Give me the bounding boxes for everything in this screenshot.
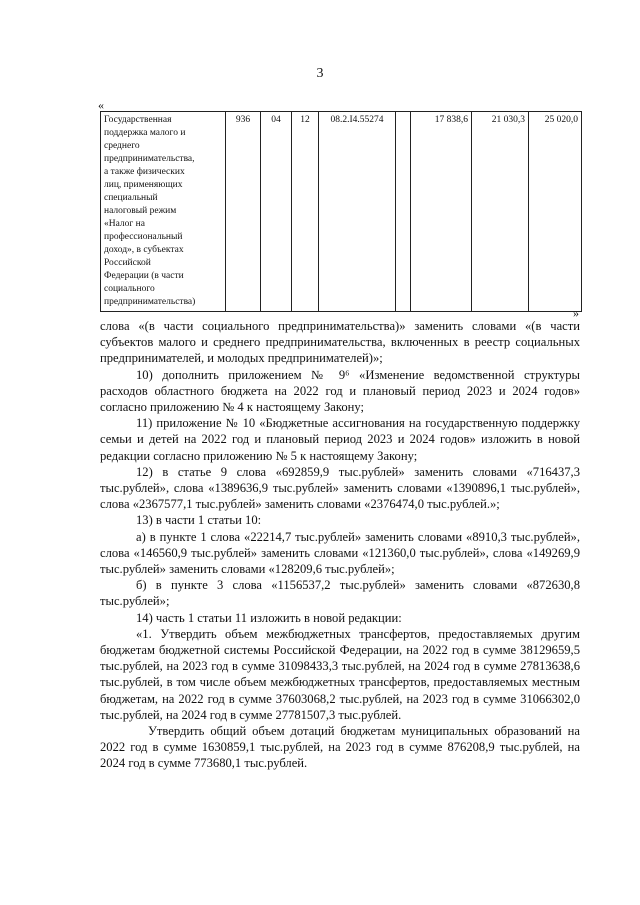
amount-2023-cell: 21 030,3 bbox=[472, 112, 529, 312]
budget-table bbox=[100, 111, 582, 312]
name-line: предпринимательства) bbox=[104, 297, 196, 307]
ministry-code-cell: 936 bbox=[226, 112, 261, 312]
name-line: а также физических bbox=[104, 167, 185, 177]
name-line: среднего bbox=[104, 141, 140, 151]
section-code-cell: 04 bbox=[261, 112, 292, 312]
paragraph: а) в пункте 1 слова «22214,7 тыс.рублей» заменить словами «8910,3 тыс.рублей», слова «146560,9 тыс.рублей» заменить словами «121360,0 тыс.рублей», слова «149269,9 тыс.рублей» заменить словами «128209,6 тыс.рублей»; bbox=[100, 529, 580, 577]
name-line: лиц, применяющих bbox=[104, 180, 183, 190]
name-line: налоговый режим bbox=[104, 206, 177, 216]
name-line: специальный bbox=[104, 193, 158, 203]
paragraph: Утвердить общий объем дотаций бюджетам муниципальных образований на 2022 год в сумме 1630859,1 тыс.рублей, на 2023 год в сумме 876208,9 тыс.рублей, на 2024 год в сумме 773680,1 тыс.рублей. bbox=[100, 724, 580, 771]
name-line: Государственная bbox=[104, 115, 172, 125]
name-line: социального bbox=[104, 284, 155, 294]
page-number: 3 bbox=[316, 66, 324, 81]
amount-2022-cell: 17 838,6 bbox=[411, 112, 472, 312]
closing-quote: » bbox=[573, 306, 579, 320]
subsection-code-cell: 12 bbox=[292, 112, 319, 312]
expense-name-cell bbox=[101, 112, 226, 312]
paragraph: слова «(в части социального предпринимательства)» заменить словами «(в части субъектов малого и среднего предпринимательства, включенных в реестр социальных предпринимателей, и молодых предпринимателей)»; bbox=[100, 319, 580, 366]
name-line: «Налог на bbox=[104, 219, 145, 229]
name-line: доход», в субъектах bbox=[104, 245, 184, 255]
paragraph: 11) приложение № 10 «Бюджетные ассигнования на государственную поддержку семьи и детей на 2022 год и плановый период 2023 и 2024 годов» изложить в новой редакции согласно приложению № 5 к настоящему Закону; bbox=[100, 416, 580, 463]
paragraph: б) в пункте 3 слова «1156537,2 тыс.рублей» заменить словами «872630,8 тыс.рублей»; bbox=[100, 578, 580, 609]
name-line: поддержка малого и bbox=[104, 128, 186, 138]
name-line: Федерации (в части bbox=[104, 271, 184, 281]
paragraph: 12) в статье 9 слова «692859,9 тыс.рублей» заменить словами «716437,3 тыс.рублей», слова «1389636,9 тыс.рублей» заменить словами «1390896,1 тыс.рублей», слова «2367577,1 тыс.рублей» заменить словами «2376474,0 тыс.рублей.»; bbox=[100, 464, 580, 512]
opening-quote: « bbox=[98, 98, 104, 112]
target-article-cell: 08.2.I4.55274 bbox=[319, 112, 396, 312]
name-line: Российской bbox=[104, 258, 151, 268]
name-line: предпринимательства, bbox=[104, 154, 195, 164]
document-body bbox=[100, 318, 580, 772]
table-row bbox=[101, 112, 582, 312]
paragraph: 10) дополнить приложением № 9⁶ «Изменение ведомственной структуры расходов областного бюджета на 2022 год и плановый период 2023 и 2024 годов» согласно приложению № 4 к настоящему Закону; bbox=[100, 367, 580, 415]
paragraph: «1. Утвердить объем межбюджетных трансфертов, предоставляемых другим бюджетам бюджетной системы Российской Федерации, на 2022 год в сумме 38129659,5 тыс.рублей, на 2023 год в сумме 31098433,3 тыс.рублей, на 2024 год в сумме 27813638,6 тыс.рублей, в том числе объем межбюджетных трансфертов, предоставляемых местным бюджетам, на 2022 год в сумме 37603068,2 тыс.рублей, на 2023 год в сумме 31066302,0 тыс.рублей, на 2024 год в сумме 27781507,3 тыс.рублей. bbox=[100, 626, 580, 722]
paragraph: 13) в части 1 статьи 10: bbox=[136, 513, 262, 528]
paragraph: 14) часть 1 статьи 11 изложить в новой редакции: bbox=[136, 610, 402, 625]
name-line: профессиональный bbox=[104, 232, 183, 242]
expense-type-cell bbox=[396, 112, 411, 312]
amount-2024-cell: 25 020,0 bbox=[529, 112, 582, 312]
